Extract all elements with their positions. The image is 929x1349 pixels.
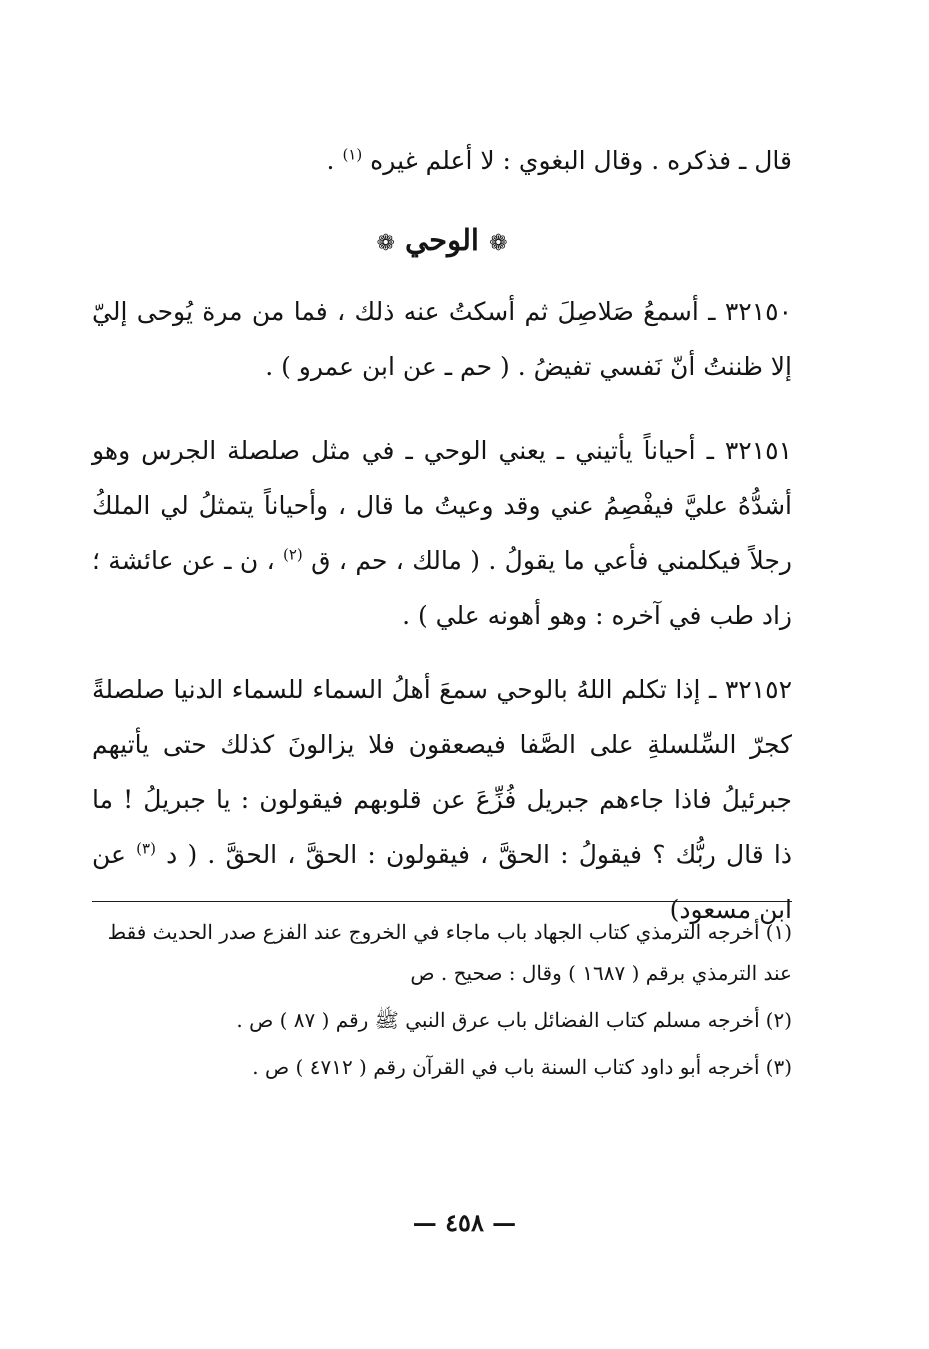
section-title: الوحي bbox=[405, 223, 479, 257]
footnote-ref-1[interactable]: (١) bbox=[342, 145, 363, 164]
page-number: — ٤٥٨ — bbox=[412, 1208, 517, 1237]
hadith-number: ٣٢١٥١ bbox=[724, 436, 792, 465]
footnote-ref-3[interactable]: (٣) bbox=[136, 839, 156, 858]
flower-ornament-icon: ❁ bbox=[489, 231, 508, 256]
hadith-entry bbox=[92, 284, 792, 394]
intro-line bbox=[92, 136, 792, 186]
hadith-text-continued: عن ابن مسعود) bbox=[92, 840, 792, 924]
footnote-text: أخرجه أبو داود كتاب السنة باب في القرآن رقم ( ٤٧١٢ ) ص . bbox=[252, 1055, 760, 1079]
intro-text: قال ـ فذكره . وقال البغوي : لا أعلم غيره bbox=[370, 146, 792, 175]
hadith-text: ـ إذا تكلم اللهُ بالوحي سمعَ أهلُ السماء للسماء الدنيا صلصلةً كجرّ السِّلسلةِ على الصَّفا فيصعقون فلا يزالونَ كذلك حتى يأتيهم جبرئيلُ فاذا جاءهم جبريل فُزِّعَ عن قلوبهم فيقولون : يا جبريلُ ! ما ذا قال ربُّك ؟ فيقولُ : الحقَّ ، فيقولون : الحقَّ ، الحقَّ . ( د bbox=[92, 675, 792, 869]
hadith-entry bbox=[92, 423, 792, 643]
footnote-divider bbox=[92, 901, 792, 902]
footnote-label: (١) bbox=[765, 920, 792, 944]
hadith-number: ٣٢١٥٢ bbox=[724, 675, 792, 704]
footnote-text: أخرجه الترمذي كتاب الجهاد باب ماجاء في الخروج عند الفزع صدر الحديث فقط عند الترمذي برقم ( ١٦٨٧ ) وقال : صحيح . ص bbox=[107, 920, 792, 985]
footnote-text: أخرجه مسلم كتاب الفضائل باب عرق النبي ﷺ رقم ( ٨٧ ) ص . bbox=[236, 1008, 760, 1032]
footnote-label: (٣) bbox=[765, 1055, 792, 1079]
hadith-entry bbox=[92, 662, 792, 937]
hadith-number: ٣٢١٥٠ bbox=[724, 297, 793, 326]
section-heading bbox=[92, 215, 792, 269]
hadith-text-continued: ، ن ـ عن عائشة ؛ زاد طب في آخره : وهو أهونه علي ) . bbox=[92, 546, 792, 630]
intro-end: . bbox=[326, 146, 335, 175]
hadith-text: ـ أحياناً يأتيني ـ يعني الوحي ـ في مثل صلصلة الجرس وهو أشدُّهُ عليَّ فيفْصِمُ عني وقد وعيتُ ما قال ، وأحياناً يتمثلُ لي الملكُ رجلاً فيكلمني فأعي ما يقولُ . ( مالك ، حم ، ق bbox=[92, 436, 792, 575]
flower-ornament-icon: ❁ bbox=[376, 231, 395, 256]
footnote-item bbox=[92, 912, 792, 994]
footnote-item bbox=[92, 1000, 792, 1041]
footnote-label: (٢) bbox=[765, 1008, 792, 1032]
footnotes bbox=[92, 912, 792, 1094]
hadith-text: ـ أسمعُ صَلاصِلَ ثم أسكتُ عنه ذلك ، فما من مرة يُوحى إليّ إلا ظننتُ أنّ نَفسي تفيضُ . ( حم ـ عن ابن عمرو ) . bbox=[92, 297, 792, 381]
footnote-ref-2[interactable]: (٢) bbox=[283, 545, 303, 564]
footnote-item bbox=[92, 1047, 792, 1088]
